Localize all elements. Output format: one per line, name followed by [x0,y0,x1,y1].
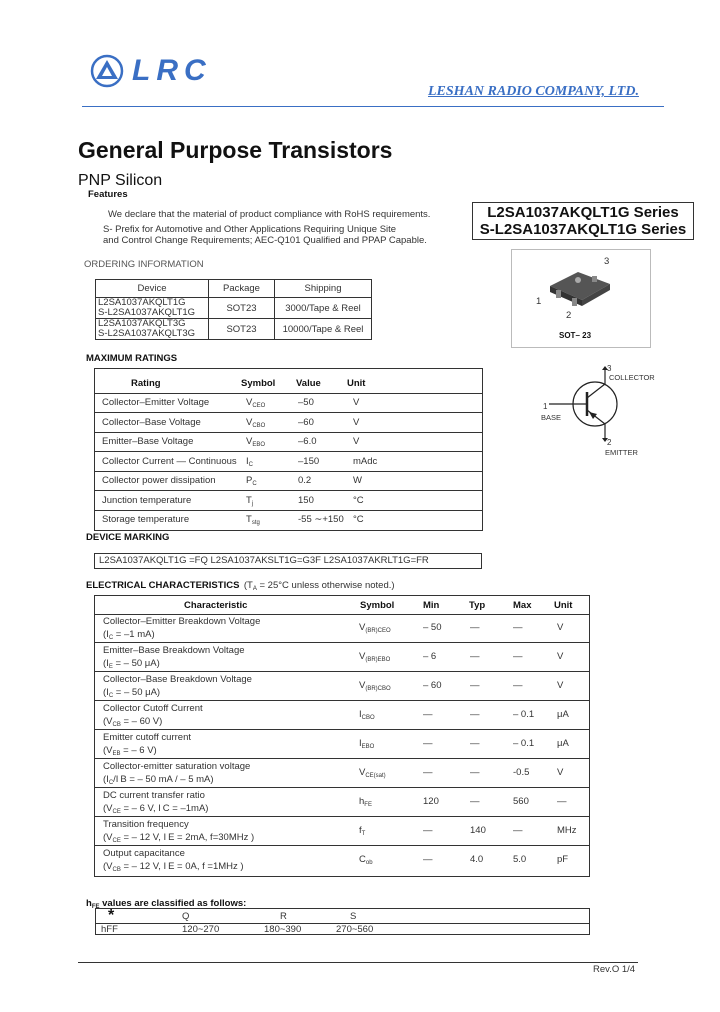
package-pin-2: 2 [566,310,572,321]
elec-condition-a: (V [103,832,113,843]
elec-condition-a: (V [103,716,113,727]
elec-symbol-letter: I [359,709,362,720]
marking-heading: DEVICE MARKING [86,532,170,543]
max-rating-symbol-letter: T [246,514,252,525]
ordering-header-shipping: Shipping [275,280,372,298]
elec-condition [103,687,160,699]
elec-symbol-letter: I [359,738,362,749]
elec-symbol [359,767,386,779]
elec-condition-sub: C [108,635,114,641]
elec-symbol-sub: CE(sat) [365,773,386,779]
hfe-table [95,908,590,935]
elec-min: – 60 [423,680,442,691]
elec-condition-a: (I [103,658,109,669]
elec-symbol-sub: EBO [361,744,375,750]
max-rating-symbol-sub: CEO [252,403,266,409]
elec-header-unit: Unit [554,600,573,611]
elec-characteristic: Collector–Base Breakdown Voltage [103,674,252,685]
elec-unit: — [557,796,567,807]
elec-condition-sub: CB [112,722,121,728]
elec-condition-b: = – 50 μA) [112,658,160,669]
max-header-unit: Unit [347,378,366,389]
ordering-package: SOT23 [209,319,275,340]
elec-symbol [359,680,391,692]
elec-characteristic: Collector-emitter saturation voltage [103,761,251,772]
elec-condition-a: (I [103,687,109,698]
elec-condition-b: = – 60 V) [120,716,163,727]
package-figure [511,249,651,348]
elec-symbol-letter: C [359,854,366,865]
table-row [95,759,589,788]
ordering-table [95,279,372,340]
elec-min: 120 [423,796,439,807]
elec-symbol-letter: V [359,680,366,691]
elec-symbol-sub: ob [365,860,373,866]
elec-condition-b: = – 50 μA) [113,687,161,698]
table-row [95,701,589,730]
max-rating-name: Emitter–Base Voltage [102,436,194,447]
ordering-device-s: S-L2SA1037AKQLT1G [98,307,195,318]
features-line-1: We declare that the material of product compliance with RoHS requirements. [108,209,431,220]
ordering-device-s: S-L2SA1037AKQLT3G [98,328,195,339]
max-rating-name: Junction temperature [102,494,192,506]
elec-condition-b: = –1 mA) [113,629,155,640]
elec-symbol-letter: f [359,825,362,836]
elec-symbol [359,709,375,721]
elec-characteristic: Collector Cutoff Current [103,703,203,714]
max-rating-symbol-letter: V [246,416,253,428]
elec-symbol-letter: V [359,651,366,662]
elec-max: — [513,651,523,662]
max-header-symbol: Symbol [241,378,276,389]
elec-min: — [423,854,433,865]
table-row [95,393,482,413]
logo [90,54,124,88]
max-ratings-table [94,368,483,531]
elec-max: 5.0 [513,854,527,865]
ordering-shipping: 10000/Tape & Reel [275,319,372,340]
elec-max: — [513,622,523,633]
elec-typ: 4.0 [470,854,484,865]
max-ratings-heading: MAXIMUM RATINGS [86,353,178,364]
table-row [96,319,372,340]
ordering-device: L2SA1037AKQLT3G [98,318,186,329]
max-rating-value: –6.0 [298,436,317,447]
elec-note: (T [243,580,253,591]
ordering-header-package: Package [209,280,275,298]
elec-heading-wrap [86,575,395,593]
elec-condition-a: (V [103,803,113,814]
series-line-2: S-L2SA1037AKQLT1G Series [479,221,687,238]
schematic-base: BASE [541,413,562,422]
elec-condition [103,861,244,873]
schematic-collector: COLLECTOR [609,373,655,382]
max-rating-name: Storage temperature [102,514,190,525]
table-row [95,846,589,874]
hfe-heading-h: h [86,898,92,909]
elec-unit: μA [557,709,569,720]
max-rating-symbol-sub: EBO [252,442,266,448]
elec-symbol-letter: V [359,767,366,778]
footer-rule [78,962,638,963]
max-rating-symbol [246,495,253,507]
elec-symbol [359,651,390,663]
elec-symbol-sub: T [361,831,366,837]
ordering-device: L2SA1037AKQLT1G [98,297,186,308]
elec-unit: V [557,622,564,633]
max-rating-symbol-letter: P [246,475,253,486]
elec-unit: MHz [557,825,577,836]
elec-typ: — [470,796,480,807]
elec-max: – 0.1 [513,709,535,720]
elec-characteristic: Transition frequency [103,819,189,830]
schematic-pin-3: 3 [607,364,612,373]
elec-typ: — [470,767,480,778]
elec-condition-sub: C [108,780,114,786]
max-rating-symbol [246,514,260,526]
features-line-2: S- Prefix for Automotive and Other Applications Requiring Unique Site [103,224,397,235]
elec-condition [103,774,214,786]
elec-condition [103,803,208,815]
elec-symbol-sub: CBO [361,715,375,721]
max-rating-unit: V [353,397,360,408]
max-rating-symbol-sub: C [252,481,257,487]
features-heading: Features [88,189,128,200]
elec-table [94,595,590,877]
logo-text: LRC [132,54,212,87]
max-rating-name: Collector Current — Continuous [102,455,237,467]
elec-symbol-sub: (BR)EBO [365,657,391,663]
elec-symbol-letter: h [359,796,365,807]
max-rating-unit: V [353,416,360,428]
elec-max: 560 [513,796,529,807]
elec-condition-b: = – 12 V, I E = 2mA, f=30MHz ) [120,832,255,843]
elec-condition-sub: C [108,693,114,699]
table-row [95,672,589,701]
schematic-pin-1: 1 [543,402,548,411]
max-rating-symbol-letter: I [246,455,249,467]
elec-header-symbol: Symbol [360,600,395,611]
marking-box [94,553,482,569]
max-rating-value: –60 [298,416,314,428]
schematic-emitter: EMITTER [605,448,638,457]
max-rating-name: Collector–Base Voltage [102,416,201,428]
elec-symbol-sub: FE [364,802,372,808]
hfe-range-s: 270~560 [336,924,374,935]
elec-characteristic: Output capacitance [103,848,185,859]
elec-note-sub: A [252,586,257,592]
elec-condition-a: (I [103,629,109,640]
max-rating-symbol [246,475,257,487]
elec-condition [103,658,160,670]
elec-symbol [359,622,391,634]
elec-condition-b: = – 12 V, I E = 0A, f =1MHz ) [120,861,244,872]
elec-max: -0.5 [513,767,530,778]
hfe-class-q: Q [182,911,190,922]
company-name: LESHAN RADIO COMPANY, LTD. [428,84,639,99]
elec-min: – 6 [423,651,437,662]
elec-condition [103,745,157,757]
elec-condition [103,716,162,728]
table-row [95,730,589,759]
max-header-rating: Rating [131,378,161,389]
max-rating-unit: °C [353,494,364,506]
hfe-range-q: 120~270 [182,924,220,935]
elec-unit: pF [557,854,569,865]
elec-header-min: Min [423,600,440,611]
max-rating-value: -55 ∼+150 [298,514,344,525]
elec-min: — [423,767,433,778]
package-pin-3: 3 [604,256,610,267]
elec-symbol [359,738,374,750]
elec-header-typ: Typ [469,600,486,611]
elec-condition-b: = – 6 V, I C = –1mA) [120,803,209,814]
max-rating-symbol-sub: stg [251,520,260,526]
table-row [95,614,589,643]
package-caption: SOT– 23 [559,331,592,340]
elec-condition-a: (I [103,774,109,785]
max-rating-symbol-letter: V [246,436,253,447]
elec-unit: V [557,680,564,691]
elec-typ: — [470,709,480,720]
table-row [95,432,482,452]
table-row [95,491,482,511]
table-row [95,817,589,846]
elec-characteristic: Emitter–Base Breakdown Voltage [103,645,245,656]
table-row [95,413,482,433]
elec-condition-a: (V [103,861,113,872]
elec-unit: V [557,651,564,662]
marking-text: L2SA1037AKQLT1G =FQ L2SA1037AKSLT1G=G3F L2SA1037AKRLT1G=FR [99,555,429,566]
elec-heading: ELECTRICAL CHARACTERISTICS [86,580,240,591]
elec-symbol [359,796,372,808]
elec-symbol-sub: (BR)CEO [365,628,391,634]
max-rating-name: Collector power dissipation [102,475,216,486]
elec-max: — [513,825,523,836]
hfe-range-r: 180~390 [264,924,302,935]
page-subtitle: PNP Silicon [78,172,163,189]
max-rating-symbol-letter: V [246,397,253,408]
features-line-3: and Control Change Requirements; AEC-Q101 Qualified and PPAP Capable. [103,235,427,246]
hfe-heading-rest: values are classified as follows: [99,898,247,909]
max-rating-unit: V [353,436,360,447]
max-rating-symbol [246,397,265,409]
table-row [95,471,482,491]
series-line-1: L2SA1037AKQLT1G Series [487,204,679,221]
elec-min: — [423,825,433,836]
hfe-heading-sub: FE [91,904,100,910]
elec-header-characteristic: Characteristic [184,600,248,611]
elec-symbol-sub: (BR)CBO [365,686,391,692]
max-rating-symbol [246,456,253,468]
elec-condition-a: (V [103,745,113,756]
ordering-package: SOT23 [209,298,275,319]
elec-max: – 0.1 [513,738,535,749]
elec-condition-sub: CB [112,867,121,873]
elec-typ: — [470,680,480,691]
elec-condition [103,629,155,641]
elec-condition [103,832,254,844]
elec-unit: μA [557,738,569,749]
max-rating-unit: W [353,475,362,486]
max-rating-symbol-sub: CBO [252,422,266,429]
max-rating-symbol [246,417,265,429]
elec-condition-b: /I B = – 50 mA / – 5 mA) [113,774,214,785]
hfe-class-r: R [280,911,287,922]
elec-min: – 50 [423,622,442,633]
max-rating-value: 150 [298,494,314,506]
max-header-value: Value [296,378,321,389]
elec-condition-sub: EB [112,751,121,757]
elec-characteristic: DC current transfer ratio [103,790,205,801]
table-row [95,643,589,672]
footer-rev: Rev.O 1/4 [593,964,636,975]
max-rating-symbol [246,436,265,448]
elec-min: — [423,738,433,749]
elec-max: — [513,680,523,691]
elec-symbol-letter: V [359,622,366,633]
ordering-heading: ORDERING INFORMATION [84,259,204,270]
hfe-row-label: hFF [101,924,118,935]
elec-typ: 140 [470,825,486,836]
elec-min: — [423,709,433,720]
elec-typ: — [470,622,480,633]
elec-symbol [359,825,365,837]
ordering-shipping: 3000/Tape & Reel [275,298,372,319]
table-row [96,298,372,319]
max-rating-symbol-sub: j [251,500,254,507]
elec-condition-sub: CE [112,838,121,844]
elec-characteristic: Collector–Emitter Breakdown Voltage [103,616,261,627]
table-row [95,452,482,472]
lrc-logo-icon [90,54,124,88]
elec-characteristic: Emitter cutoff current [103,732,191,743]
max-rating-value: 0.2 [298,475,312,486]
series-box [472,202,694,240]
transistor-schematic [535,362,665,462]
hfe-star: * [108,907,115,924]
elec-typ: — [470,651,480,662]
schematic-pin-2: 2 [607,438,612,447]
page-title: General Purpose Transistors [78,137,393,163]
package-pin-1: 1 [536,296,542,307]
elec-condition-b: = – 6 V) [120,745,157,756]
header-rule [82,106,664,107]
elec-symbol [359,854,373,866]
elec-header-max: Max [513,600,532,611]
elec-note-rest: = 25°C unless otherwise noted.) [256,580,395,591]
max-rating-symbol-letter: T [246,494,252,506]
hfe-class-s: S [350,911,357,922]
max-rating-value: –50 [298,397,314,408]
max-rating-unit: mAdc [353,455,378,467]
elec-condition-sub: CE [112,809,121,815]
max-rating-unit: °C [353,514,364,525]
max-rating-name: Collector–Emitter Voltage [102,397,210,408]
ordering-header-device: Device [96,280,209,298]
max-rating-symbol-sub: C [248,461,253,468]
table-row [95,510,482,529]
elec-unit: V [557,767,564,778]
elec-typ: — [470,738,480,749]
elec-condition-sub: E [108,664,113,670]
table-row [95,788,589,817]
max-rating-value: –150 [298,455,320,467]
